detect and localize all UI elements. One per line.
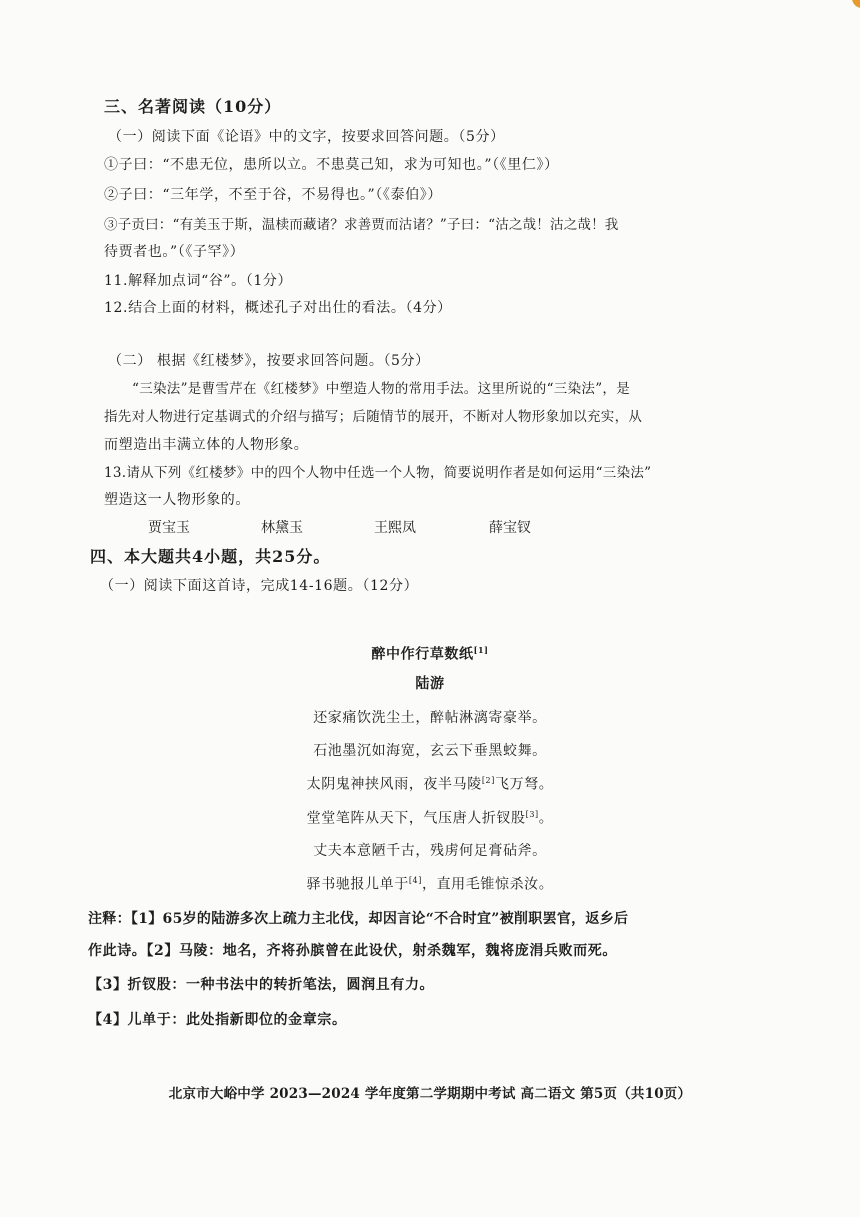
footnote-marker: [4] bbox=[408, 876, 422, 885]
poem-author: 陆游 bbox=[415, 676, 445, 692]
poem-line: 太阴鬼神挟风雨，夜半马陵[2]飞万弩。 bbox=[306, 776, 554, 793]
section3-title: 三、名著阅读（10分） bbox=[104, 97, 282, 116]
page-footer: 北京市大峪中学 2023—2024 学年度第二学期期中考试 高二语文 第5页（共10页） bbox=[168, 1086, 692, 1102]
annotation-1: 注释：【1】65岁的陆游多次上疏力主北伐，却因言论“不合时宜”被削职罢官，返乡后 bbox=[88, 911, 629, 927]
annotation-3: 【3】折钗股：一种书法中的转折笔法，圆润且有力。 bbox=[88, 977, 435, 993]
part2-text-1: “三染法”是曹雪芹在《红楼梦》中塑造人物的常用手法。这里所说的“三染法”，是 bbox=[132, 381, 631, 397]
character-item: 王熙凤 bbox=[374, 520, 416, 536]
question-13: 13.请从下列《红楼梦》中的四个人物中任选一个人物，简要说明作者是如何运用“三染法” bbox=[104, 465, 652, 481]
annotation-4: 【4】儿单于：此处指新即位的金章宗。 bbox=[88, 1012, 347, 1028]
poem-line: 堂堂笔阵从天下，气压唐人折钗股[3]。 bbox=[306, 810, 554, 827]
footnote-marker: [2] bbox=[481, 776, 495, 785]
quote-3-cont: 待贾者也。”（《子罕》） bbox=[104, 244, 245, 260]
poem-title: 醉中作行草数纸[1] bbox=[371, 645, 489, 663]
page-corner-mark bbox=[852, 0, 860, 8]
poem-line: 丈夫本意陋千古，残虏何足膏砧斧。 bbox=[313, 843, 547, 859]
section4-title: 四、本大题共4小题，共25分。 bbox=[90, 547, 331, 566]
part2-text-2: 指先对人物进行定基调式的介绍与描写；后随情节的展开，不断对人物形象加以充实，从 bbox=[104, 409, 643, 425]
poem-line: 石池墨沉如海宽，玄云下垂黑蛟舞。 bbox=[313, 743, 547, 759]
part2-heading: （二） 根据《红楼梦》，按要求回答问题。（5分） bbox=[108, 353, 430, 369]
question-11: 11.解释加点词“谷”。（1分） bbox=[104, 273, 293, 289]
character-item: 林黛玉 bbox=[261, 520, 303, 536]
part2-text-3: 而塑造出丰满立体的人物形象。 bbox=[104, 437, 309, 453]
footnote-marker: [3] bbox=[525, 810, 539, 819]
part1-heading: （一）阅读下面《论语》中的文字，按要求回答问题。（5分） bbox=[108, 129, 505, 145]
poem-line: 还家痛饮洗尘土，醉帖淋漓寄豪举。 bbox=[313, 710, 547, 726]
question-12: 12.结合上面的材料，概述孔子对出仕的看法。（4分） bbox=[104, 300, 452, 316]
quote-3: ③子贡曰：“有美玉于斯，温椟而藏诸？求善贾而沽诸？”子曰：“沽之哉！沽之哉！我 bbox=[104, 217, 619, 233]
section4-part1-heading: （一）阅读下面这首诗，完成14-16题。（12分） bbox=[100, 578, 419, 594]
poem-line: 驿书驰报儿单于[4]，直用毛锥惊杀汝。 bbox=[306, 876, 554, 893]
character-item: 薛宝钗 bbox=[489, 520, 531, 536]
character-item: 贾宝玉 bbox=[148, 520, 190, 536]
footnote-marker: [1] bbox=[473, 645, 489, 655]
annotation-2: 作此诗。【2】马陵：地名，齐将孙膑曾在此设伏，射杀魏军，魏将庞涓兵败而死。 bbox=[88, 943, 617, 959]
quote-2: ②子曰：“三年学，不至于谷，不易得也。”（《泰伯》） bbox=[104, 187, 442, 203]
question-13-cont: 塑造这一人物形象的。 bbox=[104, 492, 250, 508]
quote-1: ①子曰：“不患无位，患所以立。不患莫己知，求为可知也。”（《里仁》） bbox=[104, 157, 559, 173]
